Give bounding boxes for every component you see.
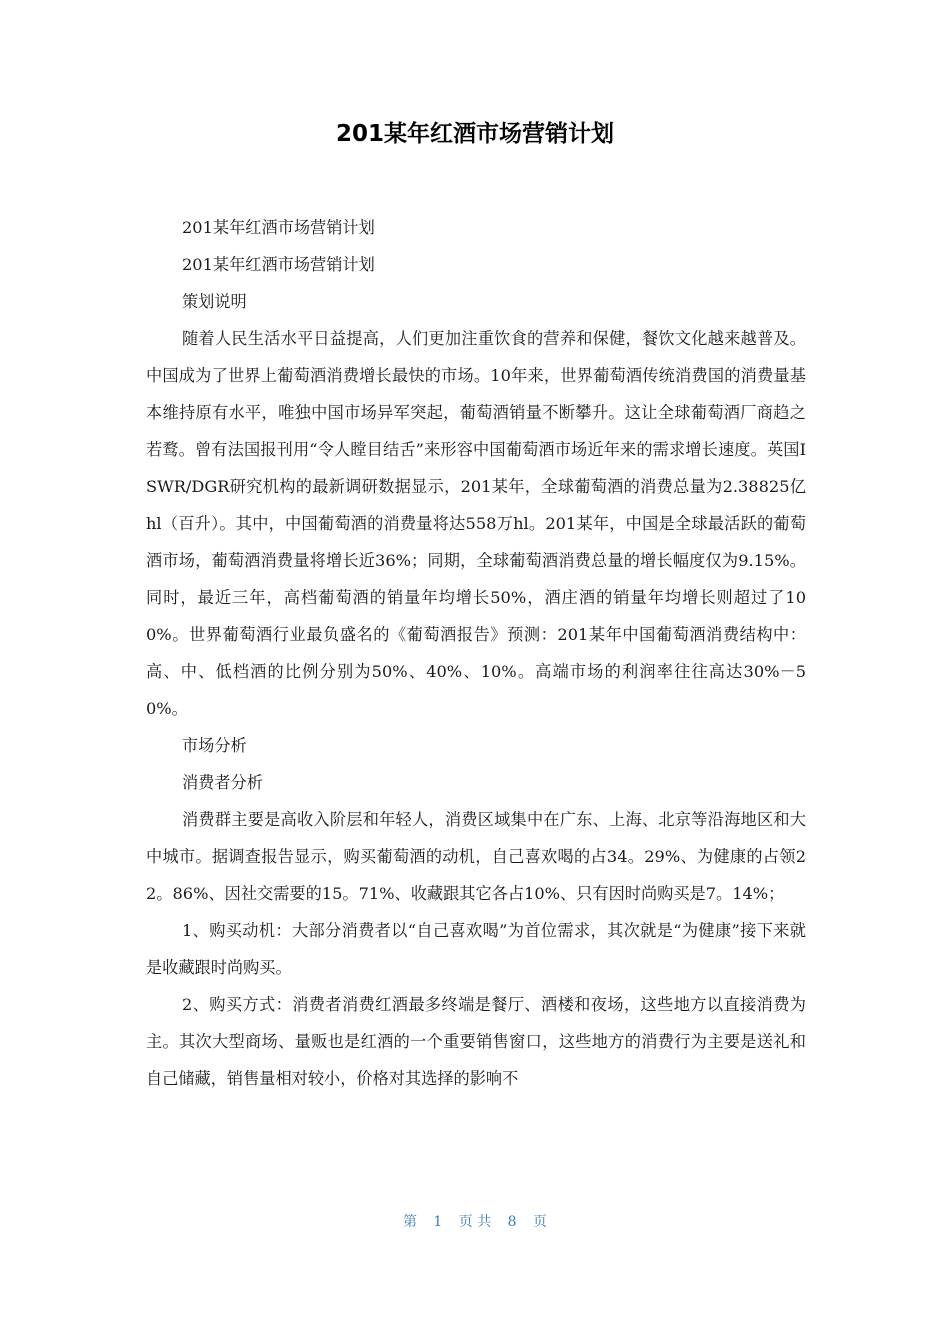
footer-current-page: 1 [433, 1214, 443, 1230]
paragraph: 1、购买动机：大部分消费者以“自己喜欢喝”为首位需求，其次就是“为健康”接下来就是收藏跟时尚购买。 [146, 921, 806, 977]
paragraph: 随着人民生活水平日益提高，人们更加注重饮食的营养和保健，餐饮文化越来越普及。中国成为了世界上葡萄酒消费增长最快的市场。10年来，世界葡萄酒传统消费国的消费量基本维持原有水平，唯独中国市场异军突起，葡萄酒销量不断攀升。这让全球葡萄酒厂商趋之若鹜。曾有法国报刊用“令人瞠目结舌”来形容中国葡萄酒市场近年来的需求增长速度。英国ISWR/DGR研究机构的最新调研数据显示，201某年，全球葡萄酒的消费总量为2.38825亿hl（百升）。其中，中国葡萄酒的消费量将达558万hl。201某年，中国是全球最活跃的葡萄酒市场，葡萄酒消费量将增长近36%；同期，全球葡萄酒消费总量的增长幅度仅为9.15%。同时，最近三年，高档葡萄酒的销量年均增长50%，酒庄酒的销量年均增长则超过了100%。世界葡萄酒行业最负盛名的《葡萄酒报告》预测：201某年中国葡萄酒消费结构中：高、中、低档酒的比例分别为50%、40%、10%。高端市场的利润率往往高达30%－50%。 [146, 329, 806, 718]
document-title: 201某年红酒市场营销计划 [335, 121, 614, 147]
document-body [146, 209, 806, 1097]
section-heading: 市场分析 [182, 736, 247, 755]
footer-label-page: 第 [402, 1214, 417, 1230]
footer-label-of: 页 共 [458, 1214, 492, 1230]
section-heading: 消费者分析 [182, 773, 263, 792]
paragraph: 201某年红酒市场营销计划 [182, 255, 375, 274]
footer-label-pages: 页 [533, 1214, 548, 1230]
section-heading: 策划说明 [182, 292, 247, 311]
footer-total-pages: 8 [507, 1214, 517, 1230]
paragraph: 201某年红酒市场营销计划 [182, 218, 375, 237]
paragraph: 2、购买方式：消费者消费红酒最多终端是餐厅、酒楼和夜场，这些地方以直接消费为主。其次大型商场、量贩也是红酒的一个重要销售窗口，这些地方的消费行为主要是送礼和自己储藏，销售量相对较小，价格对其选择的影响不 [146, 995, 806, 1088]
paragraph: 消费群主要是高收入阶层和年轻人，消费区域集中在广东、上海、北京等沿海地区和大中城市。据调查报告显示，购买葡萄酒的动机，自己喜欢喝的占34。29%、为健康的占领22。86%、因社交需要的15。71%、收藏跟其它各占10%、只有因时尚购买是7。14%； [146, 810, 806, 903]
page-footer [0, 1210, 950, 1234]
